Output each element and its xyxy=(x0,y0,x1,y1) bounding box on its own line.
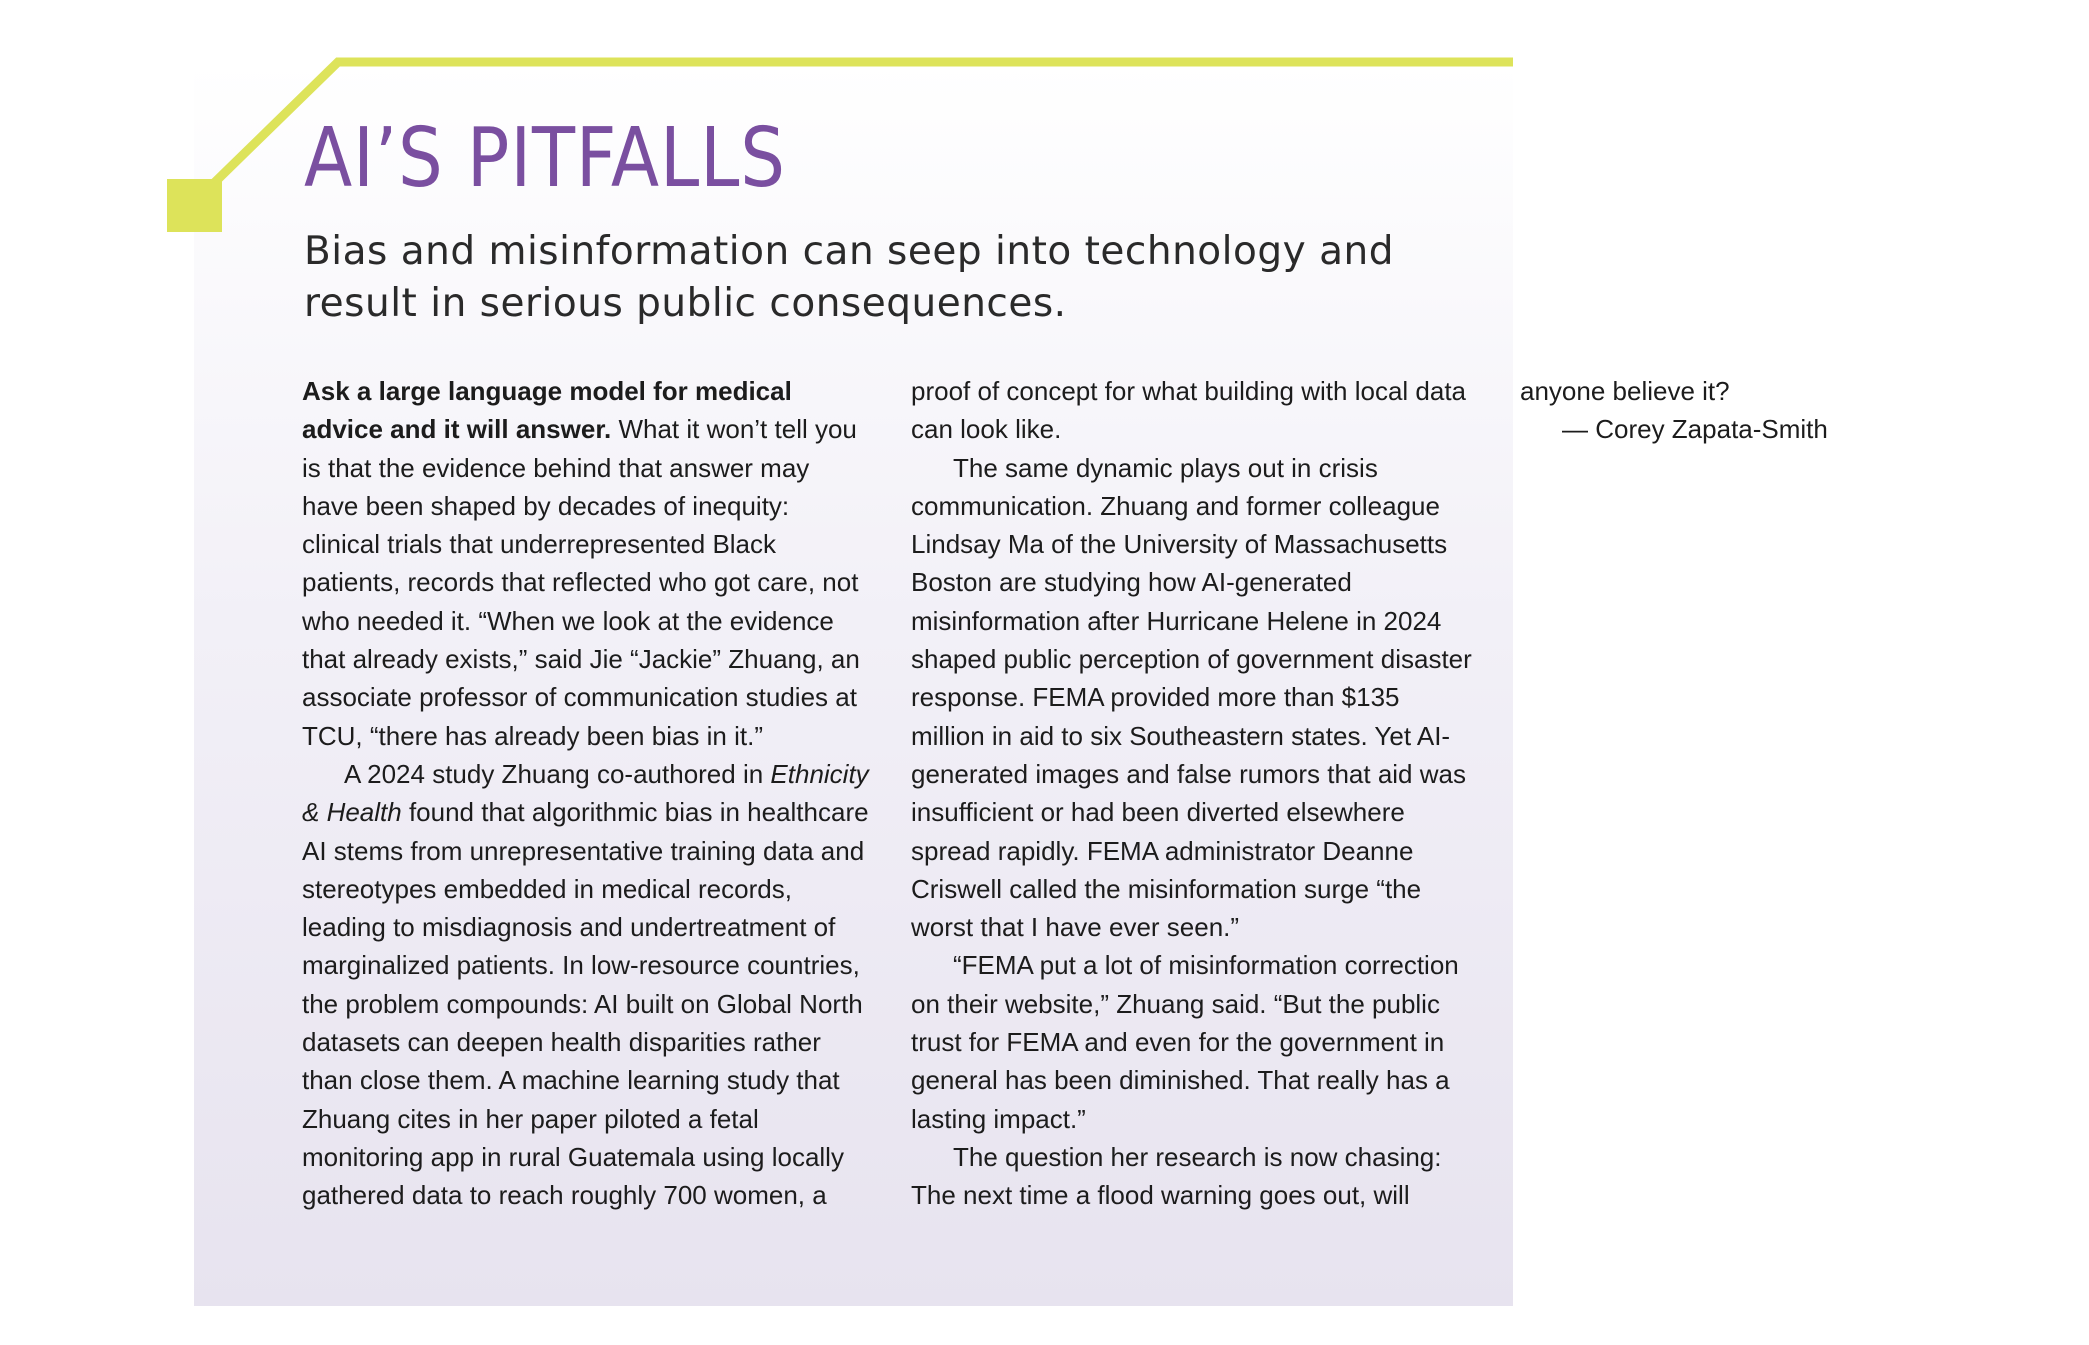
paragraph-2-text: found that algorithmic bias in healthcare AI stems from unrepresentative training data and stereotypes embedded in medical records, leading to misdiagnosis and undertreatment of marginalized patients. In low-resource countries, the problem compounds: AI built on Global North datasets can deepen health disparities rather than close them. A machine learning study that Zhuang cites in her paper piloted a fetal monitoring app in rural Guatemala using locally gathered data to reach roughly 700 women, a proof of concept for what building with local data can look like. xyxy=(302,376,1467,1211)
article-subtitle: Bias and misinformation can seep into technology and result in serious public consequences. xyxy=(304,229,1394,326)
lead-in: Ask a large language model for medical advice and it will answer. xyxy=(302,376,792,445)
paragraph-4: “FEMA put a lot of misinformation correction on their website,” Zhuang said. “But the public trust for FEMA and even for the government in general has been diminished. That really has a lasting impact.” xyxy=(911,950,1459,1134)
paragraph-2-start: A 2024 study Zhuang co-authored in xyxy=(344,758,771,789)
paragraph-1 xyxy=(302,372,871,755)
article-title: AI’S PITFALLS xyxy=(304,111,786,206)
paragraph-3: The same dynamic plays out in crisis communication. Zhuang and former colleague Lindsay Ma of the University of Massachusetts Boston are studying how AI-generated misinformation after Hurricane Helene in 2024 shaped public perception of government disaster response. FEMA provided more than $135 million in aid to six Southeastern states. Yet AI-generated images and false rumors that aid was insufficient or had been diverted elsewhere spread rapidly. FEMA administrator Deanne Criswell called the misinformation surge “the worst that I have ever seen.” xyxy=(911,452,1472,943)
paragraph-1-text: What it won’t tell you is that the evidence behind that answer may have been shaped by decades of inequity: clinical trials that underrepresented Black patients, records that reflected who got care, not who needed it. “When we look at the evidence that already exists,” said Jie “Jackie” Zhuang, an associate professor of communication studies at TCU, “there has already been bias in it.” xyxy=(302,414,860,751)
paragraph-5: The question her research is now chasing: The next time a flood warning goes out, will anyone believe it? xyxy=(911,376,1730,1211)
article-body xyxy=(302,372,1828,1252)
journal-name: Ethnicity & Health xyxy=(302,758,869,828)
byline: — Corey Zapata-Smith xyxy=(1562,414,1828,445)
